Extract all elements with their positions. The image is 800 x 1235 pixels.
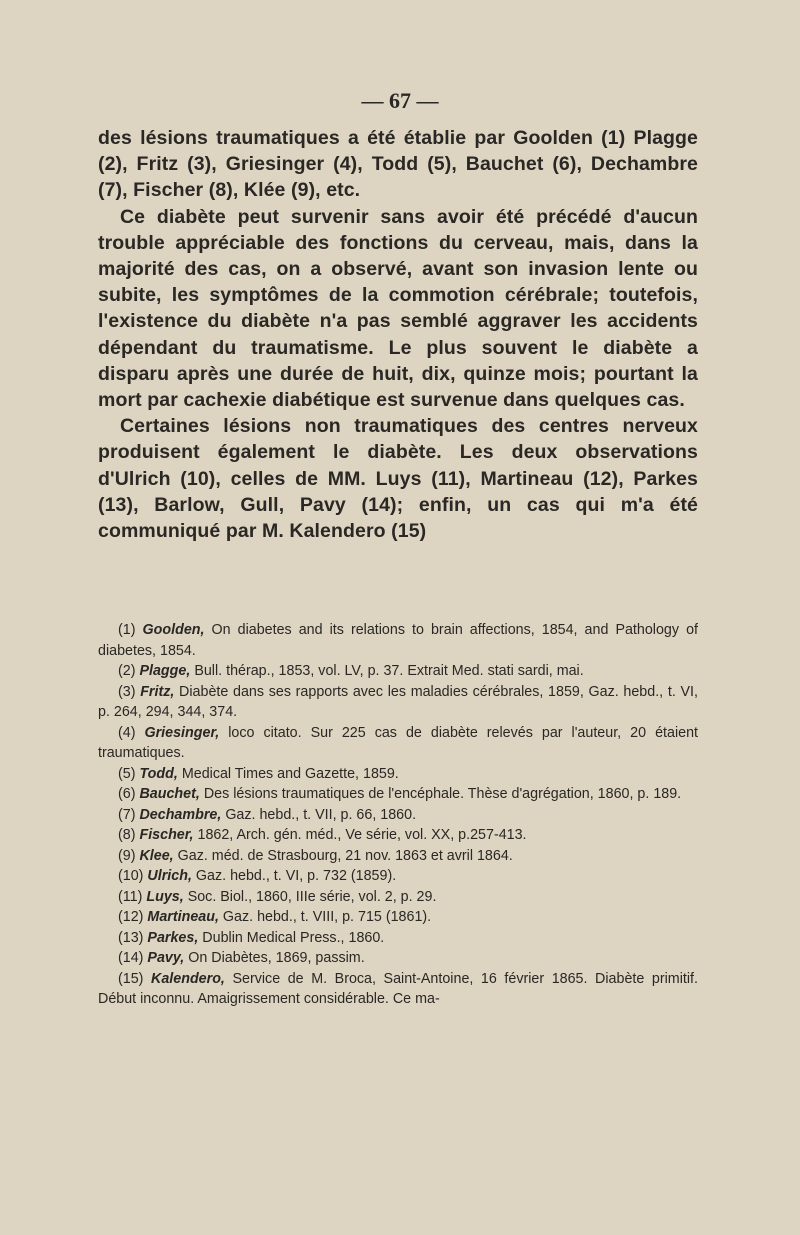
footnote-text: Gaz. méd. de Strasbourg, 21 nov. 1863 et avril 1864. (177, 847, 513, 864)
footnote-author: Parkes, (147, 929, 199, 946)
footnote-number: (6) (118, 786, 136, 802)
footnote-text: 1862, Arch. gén. méd., Ve série, vol. XX, p.257-413. (197, 827, 527, 843)
footnote-author: Bauchet, (139, 786, 200, 802)
footnote-text: Dublin Medical Press., 1860. (202, 929, 385, 946)
footnote-text: Gaz. hebd., t. VI, p. 732 (1859). (195, 868, 397, 884)
footnote-text: Soc. Biol., 1860, IIIe série, vol. 2, p. 29. (187, 888, 437, 905)
footnote-number: (15) (118, 970, 144, 987)
footnote-author: Ulrich, (147, 868, 192, 884)
footnote-text: Bull. thérap., 1853, vol. LV, p. 37. Extrait Med. stati sardi, mai. (194, 663, 584, 679)
footnote-number: (8) (118, 827, 136, 843)
main-text (98, 125, 698, 544)
footnote-number: (14) (118, 950, 144, 966)
paragraph: Certaines lésions non traumatiques des centres nerveux produisent également le diabète. Les deux observations d'Ulrich (10), celles de MM. Luys (11), Martineau (12), Parkes (13), Barlow, Gull, Pavy (14); enfin, un cas qui m'a été communiqué par M. Kalendero (15) (98, 415, 698, 543)
page-number: — 67 — (361, 88, 439, 113)
footnote-number: (7) (118, 806, 136, 823)
footnote (98, 723, 698, 764)
footnote-author: Kalendero, (151, 970, 225, 987)
footnote (98, 784, 698, 805)
footnote (98, 682, 698, 723)
footnote-number: (12) (118, 909, 144, 925)
paragraph: des lésions traumatiques a été établie par Goolden (1) Plagge (2), Fritz (3), Griesinger (4), Todd (5), Bauchet (6), Dechambre (7), Fischer (8), Klée (9), etc. (98, 127, 698, 202)
footnote-text: loco citato. Sur 225 cas de diabète relevés par l'auteur, 20 étaient traumatiques. (98, 724, 698, 761)
footnote-author: Plagge, (139, 663, 191, 679)
footnote (98, 661, 698, 682)
footnote-number: (13) (118, 929, 144, 946)
footnotes (98, 620, 698, 1010)
footnote-text: Service de M. Broca, Saint-Antoine, 16 février 1865. Diabète primitif. Début inconnu. Amaigrissement considérable. Ce ma- (98, 970, 698, 1007)
footnote-author: Griesinger, (144, 724, 220, 741)
footnote (98, 907, 698, 928)
footnote (98, 805, 698, 826)
footnote-text: Des lésions traumatiques de l'encéphale. Thèse d'agrégation, 1860, p. 189. (203, 786, 682, 802)
footnote-text: Medical Times and Gazette, 1859. (181, 765, 399, 782)
footnote-number: (3) (118, 683, 136, 700)
footnote-number: (11) (118, 888, 143, 905)
footnote-author: Luys, (146, 888, 184, 905)
footnote-author: Fischer, (139, 827, 194, 843)
footnote (98, 825, 698, 846)
footnote-number: (9) (118, 847, 136, 864)
footnote-author: Klee, (139, 847, 174, 864)
footnote-author: Todd, (139, 765, 178, 782)
footnote-number: (10) (118, 868, 144, 884)
footnote (98, 887, 698, 908)
footnote-number: (2) (118, 663, 136, 679)
footnote (98, 620, 698, 661)
footnote (98, 764, 698, 785)
footnote-author: Martineau, (147, 909, 219, 925)
footnote-text: Gaz. hebd., t. VII, p. 66, 1860. (225, 806, 417, 823)
footnote (98, 928, 698, 949)
footnote-number: (4) (118, 724, 136, 741)
footnote (98, 866, 698, 887)
footnote-author: Fritz, (140, 683, 175, 700)
footnote-author: Dechambre, (139, 806, 222, 823)
footnote-text: On diabetes and its relations to brain affections, 1854, and Pathology of diabetes, 1854. (98, 622, 698, 659)
footnote (98, 846, 698, 867)
footnote-number: (5) (118, 765, 136, 782)
footnote-author: Pavy, (147, 950, 185, 966)
footnote (98, 969, 698, 1010)
footnote-text: Gaz. hebd., t. VIII, p. 715 (1861). (222, 909, 432, 925)
paragraph: Ce diabète peut survenir sans avoir été précédé d'aucun trouble appréciable des fonctions du cerveau, mais, dans la majorité des cas, on a observé, avant son invasion lente ou subite, les symptômes de la commotion cérébrale; toutefois, l'existence du diabète n'a pas semblé aggraver les accidents dépendant du traumatisme. Le plus souvent le diabète a disparu après une durée de huit, dix, quinze mois; pourtant la mort par cachexie diabétique est survenue dans quelques cas. (98, 205, 698, 412)
footnote-text: On Diabètes, 1869, passim. (188, 950, 365, 966)
footnote (98, 948, 698, 969)
footnote-text: Diabète dans ses rapports avec les maladies cérébrales, 1859, Gaz. hebd., t. VI, p. 264, 294, 344, 374. (98, 683, 698, 720)
footnote-number: (1) (118, 622, 136, 638)
footnote-author: Goolden, (142, 622, 205, 638)
